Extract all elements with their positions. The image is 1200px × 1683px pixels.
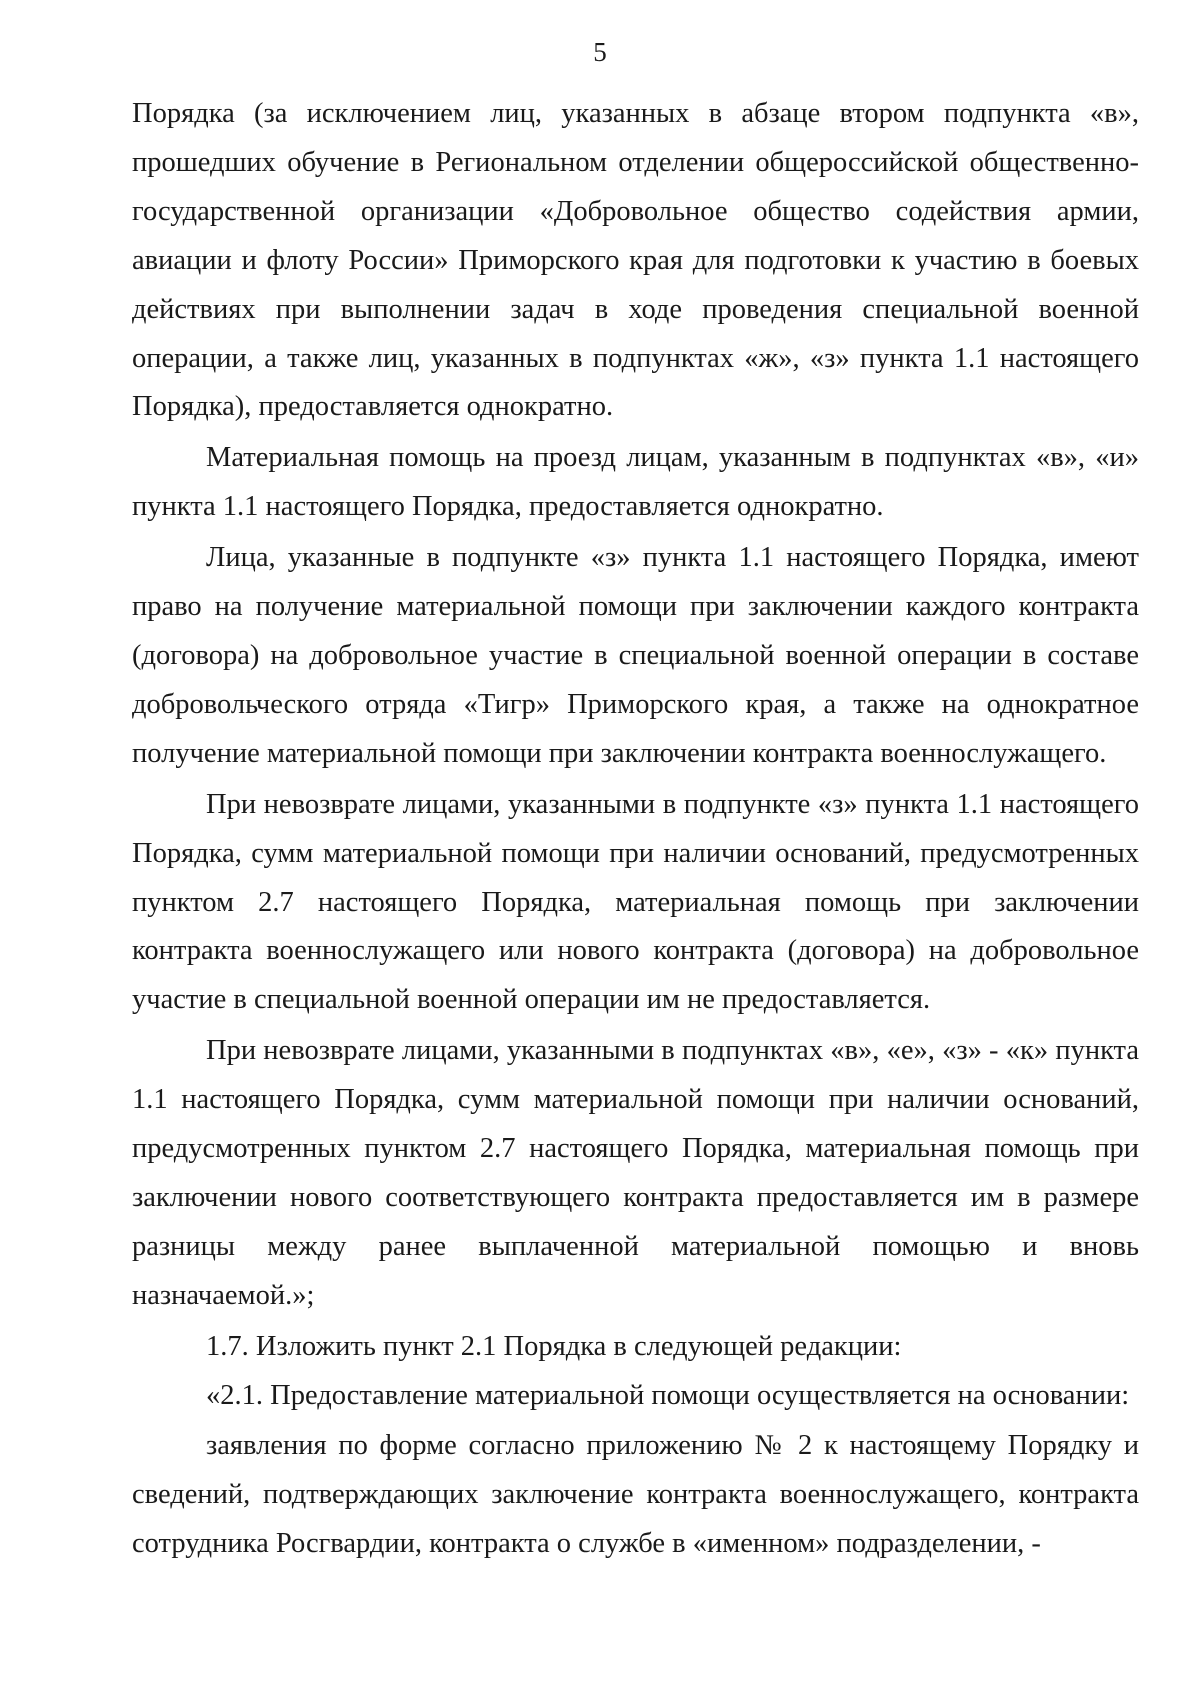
paragraph-non-return-z: При невозврате лицами, указанными в подпункте «з» пункта 1.1 настоящего Порядка, сумм материальной помощи при наличии оснований, предусмотренных пунктом 2.7 настоящего Порядка, материальная помощь при заключении контракта военнослужащего или нового контракта (договора) на добровольное участие в специальной военной операции им не предоставляется. bbox=[132, 788, 1139, 1016]
paragraph-non-return-v-k: При невозврате лицами, указанными в подпунктах «в», «е», «з» - «к» пункта 1.1 настоящего Порядка, сумм материальной помощи при наличии оснований, предусмотренных пунктом 2.7 настоящего Порядка, материальная помощь при заключении нового соответствующего контракта предоставляется им в размере разницы между ранее выплаченной материальной помощью и вновь назначаемой.»; bbox=[132, 1035, 1139, 1311]
paragraph-travel-aid: Материальная помощь на проезд лицам, указанным в подпунктах «в», «и» пункта 1.1 настоящего Порядка, предоставляется однократно. bbox=[132, 442, 1139, 523]
paragraph-clause-2-1: «2.1. Предоставление материальной помощи осуществляется на основании: bbox=[206, 1379, 1130, 1411]
paragraph-tiger-detachment: Лица, указанные в подпункте «з» пункта 1.1 настоящего Порядка, имеют право на получение материальной помощи при заключении каждого контракта (договора) на добровольное участие в специальной военной операции в составе добровольческого отряда «Тигр» Приморского края, а также на однократное получение материальной помощи при заключении контракта военнослужащего. bbox=[132, 542, 1139, 769]
paragraph-continuation: Порядка (за исключением лиц, указанных в абзаце втором подпункта «в», прошедших обучение в Региональном отделении общероссийской общественно-государственной организации «Добровольное общество содействия армии, авиации и флоту России» Приморского края для подготовки к участию в боевых действиях при выполнении задач в ходе проведения специальной военной операции, а также лиц, указанных в подпунктах «ж», «з» пункта 1.1 настоящего Порядка), предоставляется однократно. bbox=[132, 98, 1139, 423]
page-number: 5 bbox=[593, 37, 607, 67]
paragraph-application-form: заявления по форме согласно приложению № 2 к настоящему Порядку и сведений, подтверждающих заключение контракта военнослужащего, контракта сотрудника Росгвардии, контракта о службе в «именном» подразделении, - bbox=[132, 1430, 1139, 1560]
document-body bbox=[132, 90, 1139, 1569]
paragraph-amendment-1-7: 1.7. Изложить пункт 2.1 Порядка в следующей редакции: bbox=[206, 1330, 902, 1362]
